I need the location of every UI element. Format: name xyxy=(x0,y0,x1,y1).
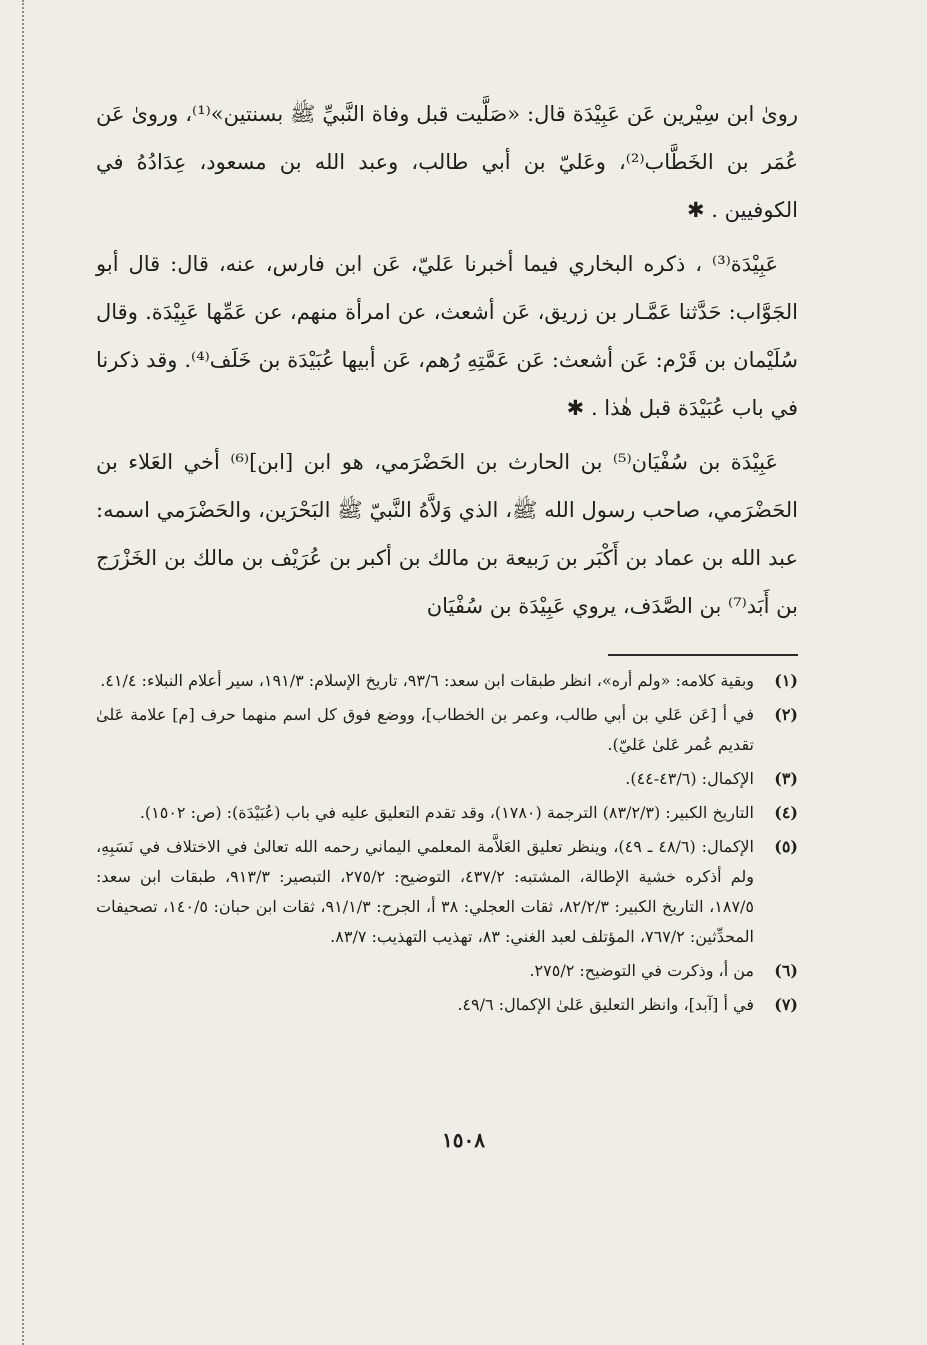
footnote-2 xyxy=(96,700,798,760)
footnote-text: في أ [آبد]، وانظر التعليق عَلىٰ الإكمال: ٤٩/٦. xyxy=(457,995,754,1014)
footnote-6 xyxy=(96,956,798,986)
footnote-text: التاريخ الكبير: (٨٣/٢/٣) الترجمة (١٧٨٠)، وقد تقدم التعليق عليه في باب (عُبَيْدَة): (ص: ١٥٠٢). xyxy=(139,803,754,822)
footnotes xyxy=(96,666,798,1020)
footnote-number: (٧) xyxy=(774,995,798,1014)
footnote-text: في أ [عَن عَلي بن أبي طالب، وعمر بن الخطاب]، ووضع فوق كل اسم منهما حرف [م] علامة عَلىٰ تقديم عُمر عَلىٰ عَليّ). xyxy=(96,705,754,754)
footnote-number: (٥) xyxy=(774,837,798,856)
footnote-text: الإكمال: (٤٨/٦ ـ ٤٩)، وينظر تعليق العَلاَّمة المعلمي اليماني رحمه الله تعالىٰ في الاختلاف في نَسَبِهِ، ولم أذكره خشية الإطالة، المشتبه: ٤٣٧/٢، التوضيح: ٢٧٥/٢، التبصير: ٩١٣/٣، طبقات ابن سعد: ١٨٧/٥، التاريخ الكبير: ٨٢/٢/٣، ثقات العجلي: ٣٨ أ، الجرح: ٩١/١/٣، ثقات ابن حبان: ١٤٠/٥، تصحيفات المحدِّثين: ٧٦٧/٢، المؤتلف لعبد الغني: ٨٣، تهذيب التهذيب: ٨٣/٧. xyxy=(96,837,755,946)
paragraph-ubayda-ibn-sirin: روىٰ ابن سِيْرين عَن عَبِيْدَة قال: «صَلَّيت قبل وفاة النَّبيِّ ﷺ بسنتين»⁽¹⁾، وروىٰ عَن عُمَر بن الخَطَّاب⁽²⁾، وعَليّ بن أبي طالب، وعبد الله بن مسعود، عِدَادُهُ في الكوفيين . ✱ xyxy=(96,102,799,222)
footnote-text: الإكمال: (٤٣/٦-٤٤). xyxy=(625,769,754,788)
paragraph-ubayda-ibn-sufyan: عَبِيْدَة بن سُفْيَان⁽⁵⁾ بن الحارث بن الحَضْرَمي، هو ابن [ابن]⁽⁶⁾ أخي العَلاء بن الحَضْرَمي، صاحب رسول الله ﷺ، الذي وَلاَّهُ النَّبيّ ﷺ البَحْرَين، والحَضْرَمي اسمه: عبد الله بن عماد بن أَكْبَر بن رَبيعة بن مالك بن أكبر بن عُرَيْف بن مالك بن الخَزْرَج بن أَبَد⁽⁷⁾ بن الصَّدَف، يروي عَبِيْدَة بن سُفْيَان xyxy=(96,450,798,618)
footnote-4 xyxy=(96,798,798,828)
main-text xyxy=(96,90,798,630)
footnote-number: (٢) xyxy=(774,705,798,724)
footnote-text: وبقية كلامه: «ولم أره»، انظر طبقات ابن سعد: ٩٣/٦، تاريخ الإسلام: ١٩١/٣، سير أعلام النبلاء: ٤١/٤. xyxy=(100,671,754,690)
footnote-separator xyxy=(608,654,798,656)
footnote-number: (٣) xyxy=(774,769,798,788)
footnote-3 xyxy=(96,764,798,794)
page-number: ١٥٠٨ xyxy=(442,1128,485,1152)
footnote-number: (٤) xyxy=(774,803,798,822)
footnote-7 xyxy=(96,990,798,1020)
footnote-1 xyxy=(96,666,798,696)
footnote-number: (١) xyxy=(774,671,798,690)
footnote-text: من أ، وذكرت في التوضيح: ٢٧٥/٢. xyxy=(529,961,754,980)
paragraph-ubayda-bukhari: عَبِيْدَة⁽³⁾ ، ذكره البخاري فيما أخبرنا عَليّ، عَن ابن فارس، عنه، قال: قال أبو الجَوَّاب: حَدَّثنا عَمَّـار بن زريق، عَن أشعث، عن امرأة منهم، عن عَمِّها عَبِيْدَة. وقال سُلَيْمان بن قَرْم: عَن أشعث: عَن عَمَّتِهِ رُهم، عَن أبيها عُبَيْدَة بن خَلَف⁽⁴⁾. وقد ذكرنا في باب عُبَيْدَة قبل هٰذا . ✱ xyxy=(96,252,798,420)
footnote-number: (٦) xyxy=(774,961,798,980)
footnote-5 xyxy=(96,832,798,952)
